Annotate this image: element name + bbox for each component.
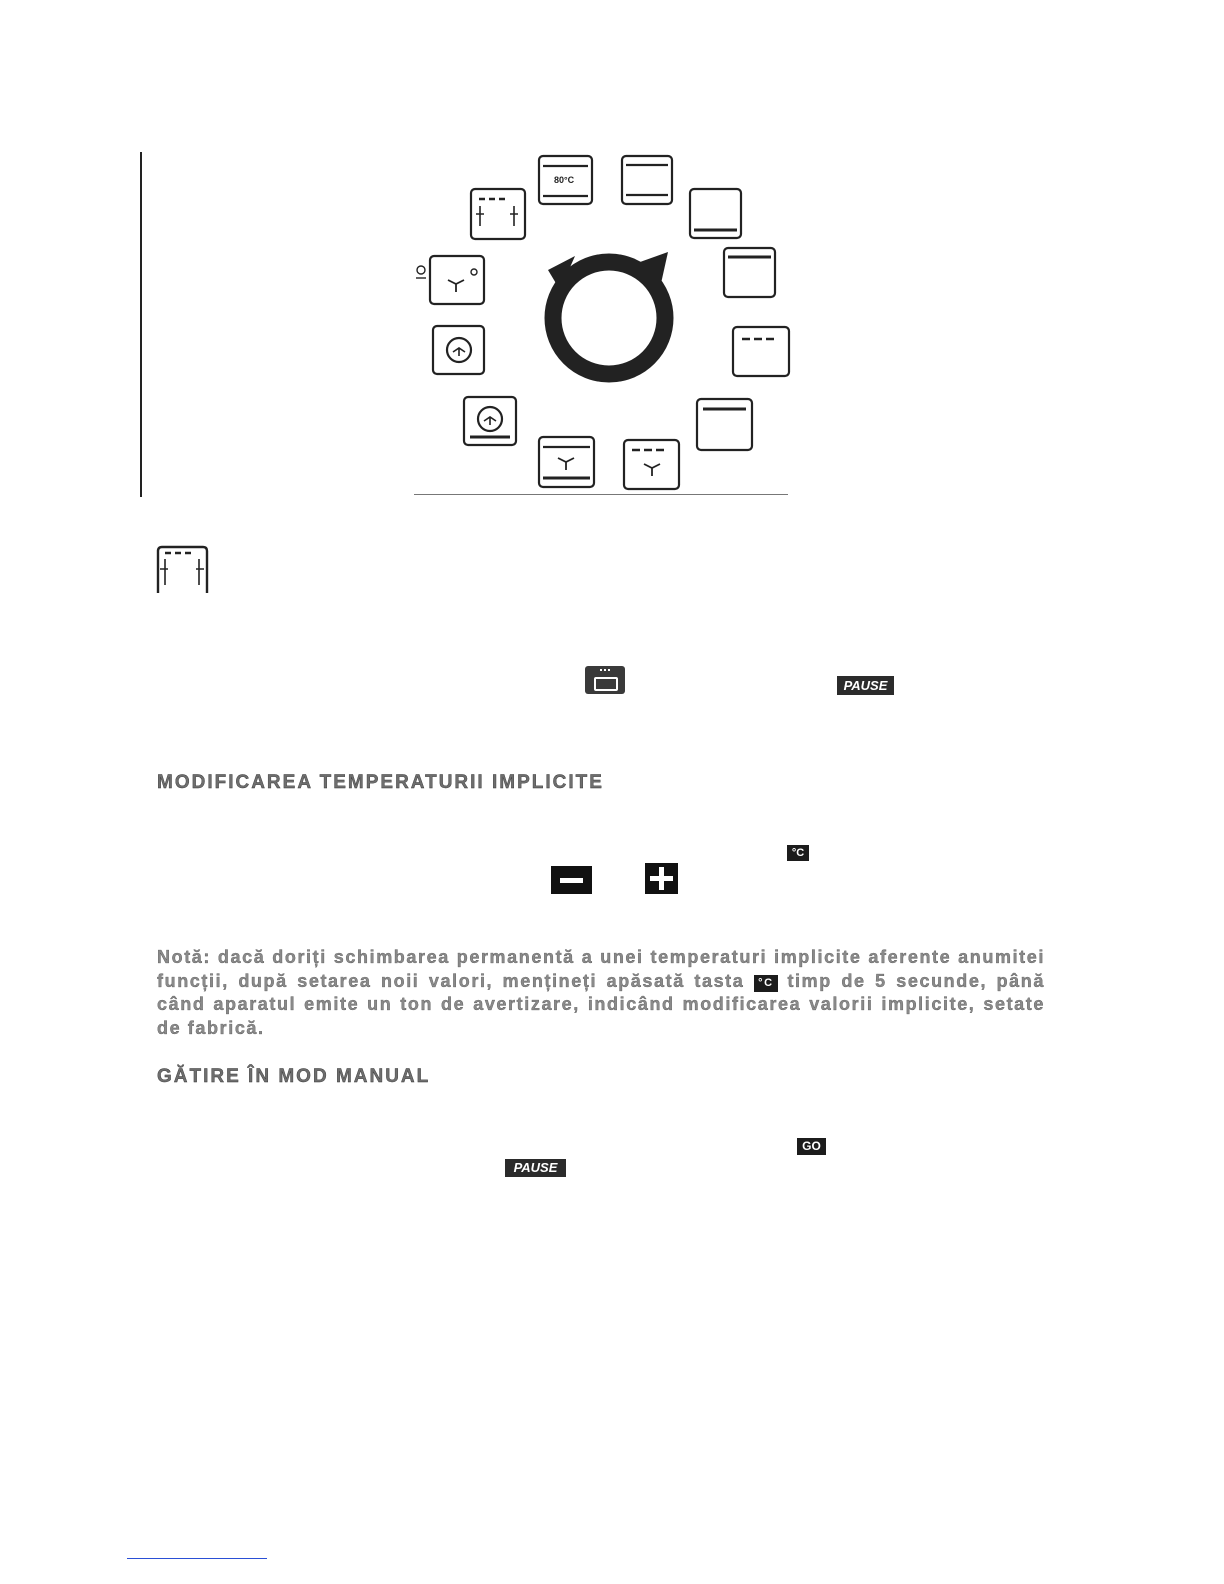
steam-hot-air-icon	[155, 545, 211, 595]
go-button: GO	[797, 1138, 826, 1155]
section-heading-modify-temp: MODIFICAREA TEMPERATURII IMPLICITE	[157, 772, 604, 793]
top-heat-icon	[622, 156, 672, 204]
rotate-arrow-icon	[548, 252, 668, 374]
margin-rule	[140, 152, 142, 497]
fan-grill-icon	[433, 326, 484, 374]
minus-button	[551, 866, 592, 894]
pause-button: PAUSE	[837, 676, 894, 695]
fan-bake-icon	[464, 397, 516, 445]
note-label: Notă:	[157, 947, 211, 967]
plus-button	[645, 863, 678, 894]
pizza-fan-icon	[416, 256, 484, 304]
pause-button-2: PAUSE	[505, 1159, 566, 1177]
footnote-separator	[127, 1558, 267, 1559]
defrost-temp-label: 80°C	[554, 175, 575, 185]
bottom-fan-icon	[539, 437, 594, 487]
note-text-part1: dacă doriți schimbarea permanentă a unei temperaturi implicite aferente anumitei funcții, după setarea noii valori, mențineți apăsată tasta	[157, 947, 1045, 991]
note-paragraph	[157, 946, 1045, 1040]
bottom-heat-icon	[690, 189, 741, 238]
grill-icon	[733, 327, 789, 376]
full-grill-icon	[697, 399, 752, 450]
oven-function-dial	[410, 148, 795, 500]
conventional-icon	[724, 248, 775, 297]
note-text-part2: timp de 5 secunde, până când aparatul emite un ton de avertizare, indicând modificarea valorii implicite, setate de fabrică.	[157, 970, 1045, 1038]
figure-baseline	[414, 494, 788, 495]
section-heading-manual-cooking: GĂTIRE ÎN MOD MANUAL	[157, 1066, 431, 1087]
steam-hot-air-icon	[471, 189, 525, 239]
temp-key-icon-inline: °C	[754, 975, 778, 992]
grill-fan-icon	[624, 440, 679, 489]
temp-key-icon: °C	[787, 845, 809, 861]
steam-icon	[585, 666, 625, 694]
